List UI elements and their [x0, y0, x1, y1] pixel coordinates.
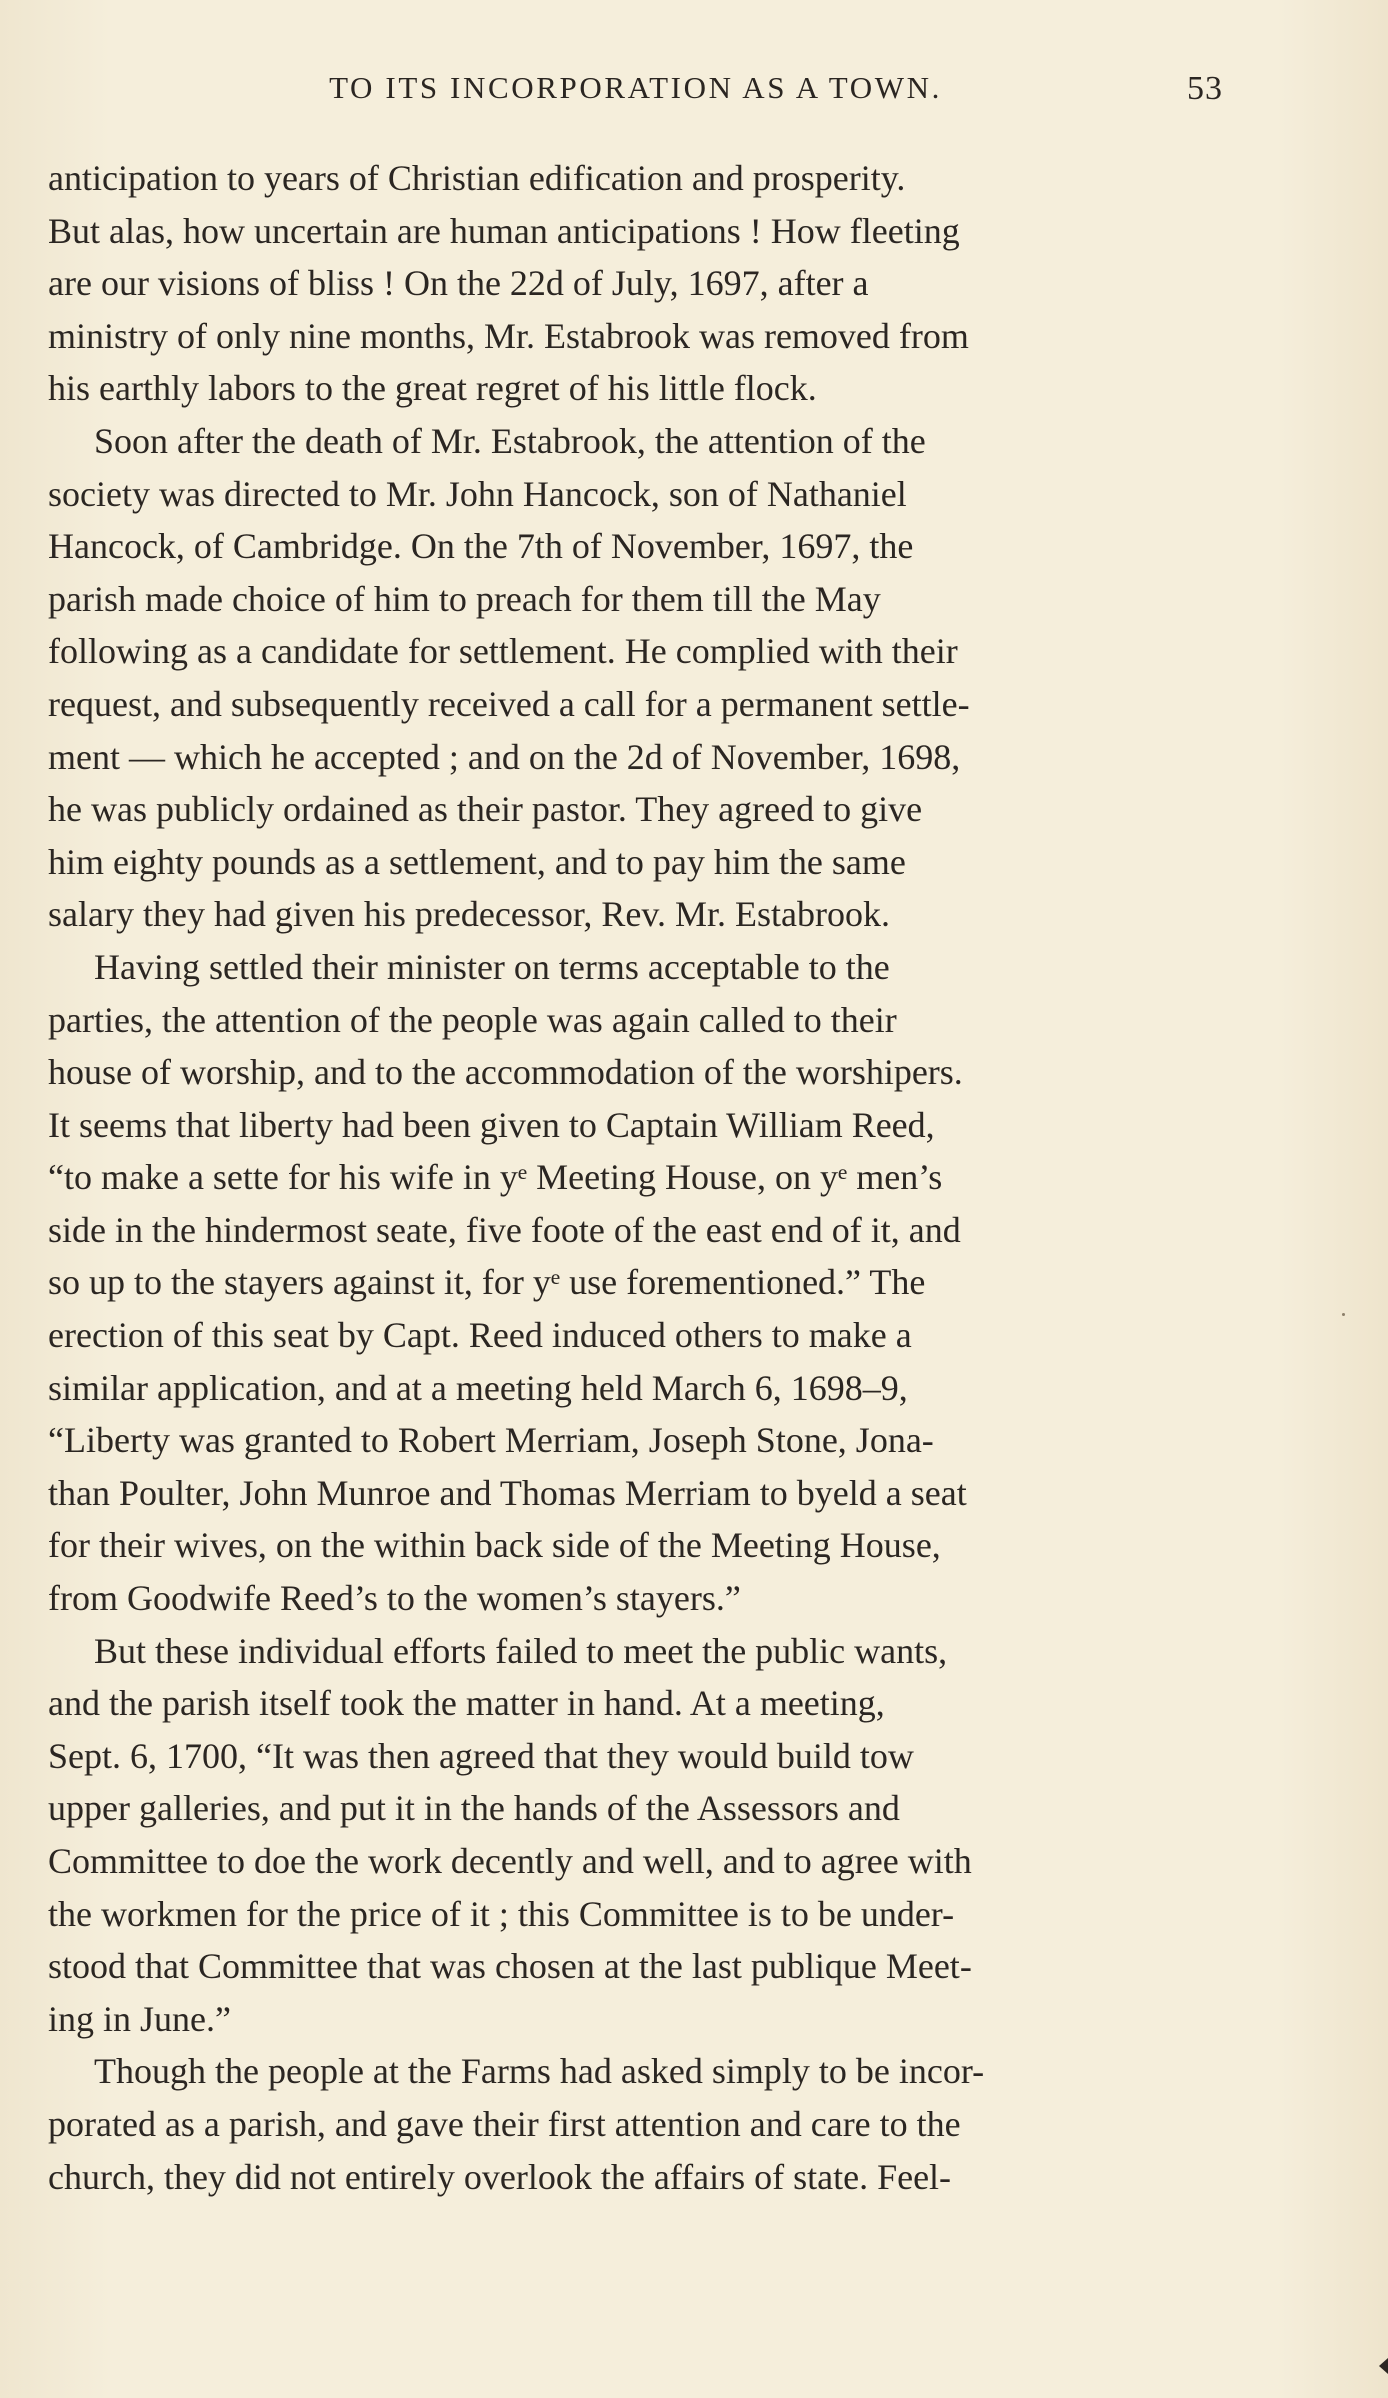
text-line: church, they did not entirely overlook the affairs of state. Feel-	[48, 2156, 952, 2197]
paragraph-first-line: Soon after the death of Mr. Estabrook, the attention of the	[94, 420, 926, 461]
text-line: following as a candidate for settlement. He complied with their	[48, 631, 958, 672]
text-line: But alas, how uncertain are human anticipations ! How fleeting	[48, 210, 960, 251]
text-line: parties, the attention of the people was again called to their	[48, 999, 897, 1040]
text-line: porated as a parish, and gave their first attention and care to the	[48, 2103, 961, 2144]
text-line: side in the hindermost seate, five foote of the east end of it, and	[48, 1209, 961, 1250]
text-line: for their wives, on the within back side of the Meeting House,	[48, 1525, 941, 1566]
body-text	[48, 152, 1216, 2203]
text-line: “Liberty was granted to Robert Merriam, Joseph Stone, Jona-	[48, 1420, 934, 1461]
text-line: so up to the stayers against it, for yᵉ use forementioned.” The	[48, 1262, 926, 1303]
text-line: he was publicly ordained as their pastor. They agreed to give	[48, 789, 923, 830]
paper-speck	[1342, 1313, 1345, 1316]
text-line: the workmen for the price of it ; this Committee is to be under-	[48, 1893, 955, 1934]
text-line: parish made choice of him to preach for them till the May	[48, 578, 881, 619]
text-line: Sept. 6, 1700, “It was then agreed that they would build tow	[48, 1735, 914, 1776]
page-number: 53	[1187, 70, 1223, 107]
text-line: ment — which he accepted ; and on the 2d of November, 1698,	[48, 736, 961, 777]
text-line: request, and subsequently received a call for a permanent settle-	[48, 683, 970, 724]
text-line: anticipation to years of Christian edification and prosperity.	[48, 158, 906, 198]
text-line: from Goodwife Reed’s to the women’s stayers.”	[48, 1578, 741, 1619]
text-line: and the parish itself took the matter in hand. At a meeting,	[48, 1683, 885, 1724]
text-line: upper galleries, and put it in the hands of the Assessors and	[48, 1788, 900, 1829]
text-line: erection of this seat by Capt. Reed induced others to make a	[48, 1315, 912, 1356]
text-line: society was directed to Mr. John Hancock, son of Nathaniel	[48, 473, 907, 514]
text-line: similar application, and at a meeting held March 6, 1698–9,	[48, 1367, 908, 1408]
text-line: “to make a sette for his wife in yᵉ Meeting House, on yᵉ men’s	[48, 1157, 943, 1198]
text-line: Hancock, of Cambridge. On the 7th of November, 1697, the	[48, 526, 914, 567]
text-line: than Poulter, John Munroe and Thomas Merriam to byeld a seat	[48, 1472, 967, 1513]
text-line: house of worship, and to the accommodation of the worshipers.	[48, 1052, 963, 1093]
paragraph-first-line: Having settled their minister on terms acceptable to the	[94, 946, 890, 987]
text-line: his earthly labors to the great regret of his little flock.	[48, 368, 817, 409]
text-line: Committee to doe the work decently and well, and to agree with	[48, 1841, 972, 1881]
running-title: TO ITS INCORPORATION AS A TOWN.	[329, 70, 942, 105]
running-head	[48, 70, 1223, 114]
text-line: are our visions of bliss ! On the 22d of July, 1697, after a	[48, 263, 869, 304]
text-line: him eighty pounds as a settlement, and to pay him the same	[48, 841, 906, 882]
text-line: ministry of only nine months, Mr. Estabrook was removed from	[48, 315, 969, 356]
paragraph-first-line: Though the people at the Farms had asked simply to be incor-	[94, 2051, 985, 2092]
text-line: salary they had given his predecessor, Rev. Mr. Estabrook.	[48, 894, 891, 935]
paragraph-first-line: But these individual efforts failed to meet the public wants,	[94, 1630, 948, 1671]
page-edge-mark	[1379, 2358, 1388, 2374]
text-line: It seems that liberty had been given to Captain William Reed,	[48, 1104, 935, 1145]
text-line: ing in June.”	[48, 1998, 231, 2039]
text-line: stood that Committee that was chosen at the last publique Meet-	[48, 1946, 972, 1987]
